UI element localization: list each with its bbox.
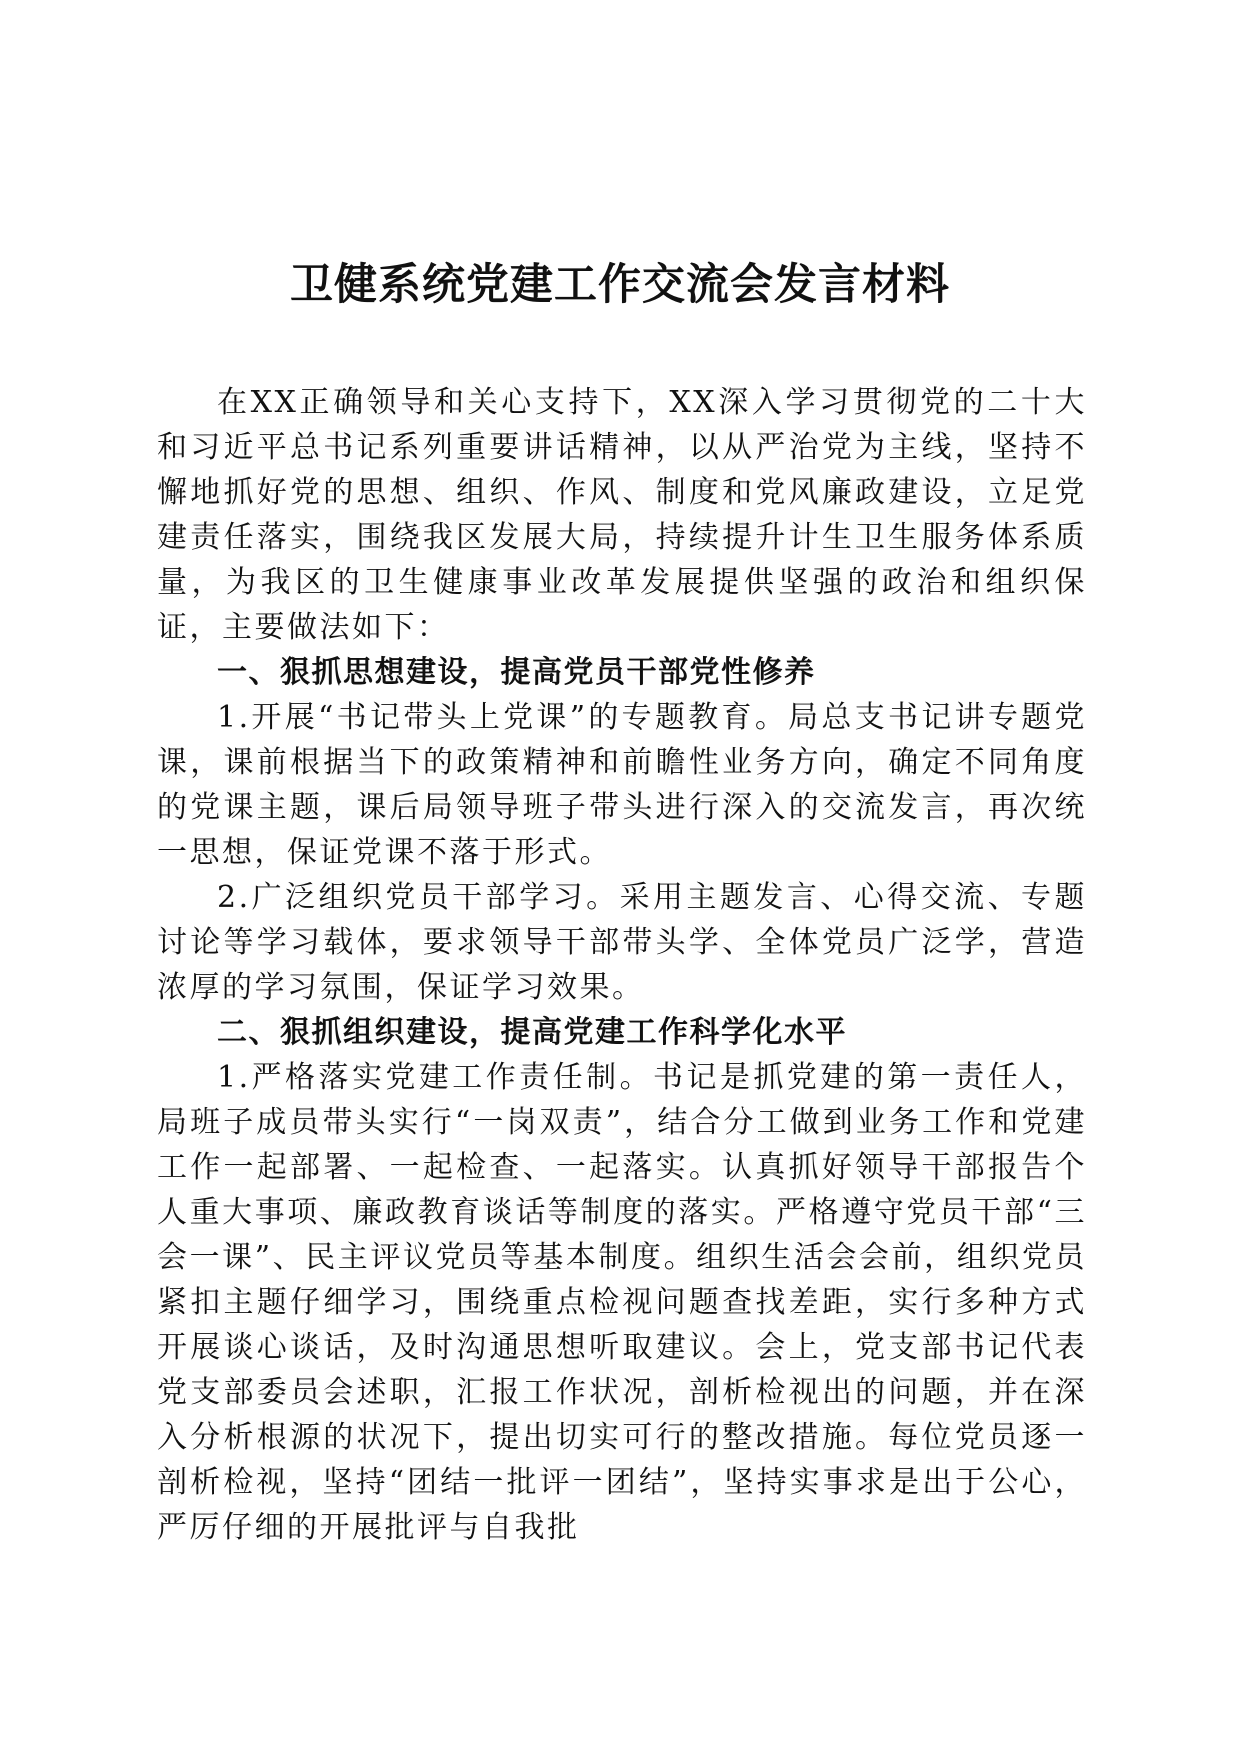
body-paragraph: 2.广泛组织党员干部学习。采用主题发言、心得交流、专题讨论等学习载体，要求领导干部带头学、全体党员广泛学，营造浓厚的学习氛围，保证学习效果。 — [157, 880, 1087, 1005]
document-body — [157, 380, 1087, 1550]
body-paragraph: 1.开展“书记带头上党课”的专题教育。局总支书记讲专题党课，课前根据当下的政策精神和前瞻性业务方向，确定不同角度的党课主题，课后局领导班子带头进行深入的交流发言，再次统一思想，保证党课不落于形式。 — [157, 700, 1087, 870]
section-heading: 一、狠抓思想建设，提高党员干部党性修养 — [217, 655, 816, 690]
body-paragraph: 1.严格落实党建工作责任制。书记是抓党建的第一责任人，局班子成员带头实行“一岗双责”，结合分工做到业务工作和党建工作一起部署、一起检查、一起落实。认真抓好领导干部报告个人重大事项、廉政教育谈话等制度的落实。严格遵守党员干部“三会一课”、民主评议党员等基本制度。组织生活会会前，组织党员紧扣主题仔细学习，围绕重点检视问题查找差距，实行多种方式开展谈心谈话，及时沟通思想听取建议。会上，党支部书记代表党支部委员会述职，汇报工作状况，剖析检视出的问题，并在深入分析根源的状况下，提出切实可行的整改措施。每位党员逐一剖析检视，坚持“团结一批评一团结”，坚持实事求是出于公心，严厉仔细的开展批评与自我批 — [157, 1060, 1087, 1545]
section-heading: 二、狠抓组织建设，提高党建工作科学化水平 — [217, 1015, 847, 1050]
body-paragraph: 在XX正确领导和关心支持下，XX深入学习贯彻党的二十大和习近平总书记系列重要讲话精神，以从严治党为主线，坚持不懈地抓好党的思想、组织、作风、制度和党风廉政建设，立足党建责任落实，围绕我区发展大局，持续提升计生卫生服务体系质量，为我区的卫生健康事业改革发展提供坚强的政治和组织保证，主要做法如下： — [157, 385, 1087, 645]
document-title: 卫健系统党建工作交流会发言材料 — [290, 260, 950, 310]
